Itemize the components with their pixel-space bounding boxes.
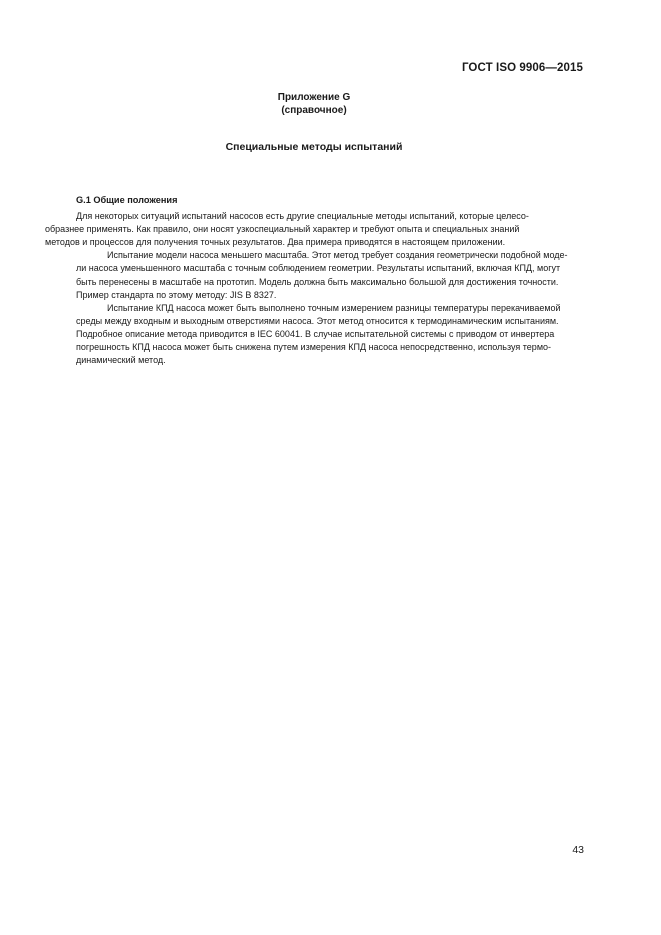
subsection-heading: G.1 Общие положения [76, 195, 178, 205]
section-title: Специальные методы испытаний [225, 141, 403, 153]
paragraph-2 [76, 249, 584, 301]
paragraph-line: Испытание КПД насоса может быть выполнено точным измерением разницы температуры перекачиваемой [107, 302, 561, 313]
paragraph-line: ли насоса уменьшенного масштаба с точным соблюдением геометрии. Результаты испытаний, включая КПД, могут [76, 263, 561, 274]
appendix-title: Приложение G [277, 92, 351, 103]
paragraph-line: среды между входным и выходным отверстиями насоса. Этот метод относится к термодинамическим испытаниям. [76, 315, 559, 326]
paragraph-3 [76, 302, 584, 367]
paragraph-line: быть перенесены в масштабе на прототип. Модель должна быть максимально большой для достижения точности. [76, 276, 559, 287]
appendix-heading [0, 91, 628, 117]
paragraph-line: погрешность КПД насоса может быть снижена путем измерения КПД насоса непосредственно, используя термо- [76, 342, 552, 353]
document-body [45, 194, 584, 367]
page-number: 43 [572, 844, 584, 856]
paragraph-line: Подробное описание метода приводится в IEC 60041. В случае испытательной системы с приводом от инвертера [76, 328, 555, 339]
paragraph-line: Пример стандарта по этому методу: JIS B 8327. [76, 289, 277, 300]
paragraph-line: методов и процессов для получения точных результатов. Два примера приводятся в настоящем приложении. [45, 237, 506, 248]
paragraph-1 [45, 210, 584, 249]
appendix-subtitle: (справочное) [281, 105, 347, 116]
document-standard-code: ГОСТ ISO 9906—2015 [461, 62, 583, 74]
paragraph-line: Испытание модели насоса меньшего масштаба. Этот метод требует создания геометрически подобной моде- [107, 250, 568, 261]
paragraph-line: образнее применять. Как правило, они носят узкоспециальный характер и требуют опыта и специальных знаний [45, 224, 520, 235]
paragraph-line: Для некоторых ситуаций испытаний насосов есть другие специальные методы испытаний, которые целесо- [76, 211, 529, 222]
paragraph-line: динамический метод. [76, 355, 166, 366]
